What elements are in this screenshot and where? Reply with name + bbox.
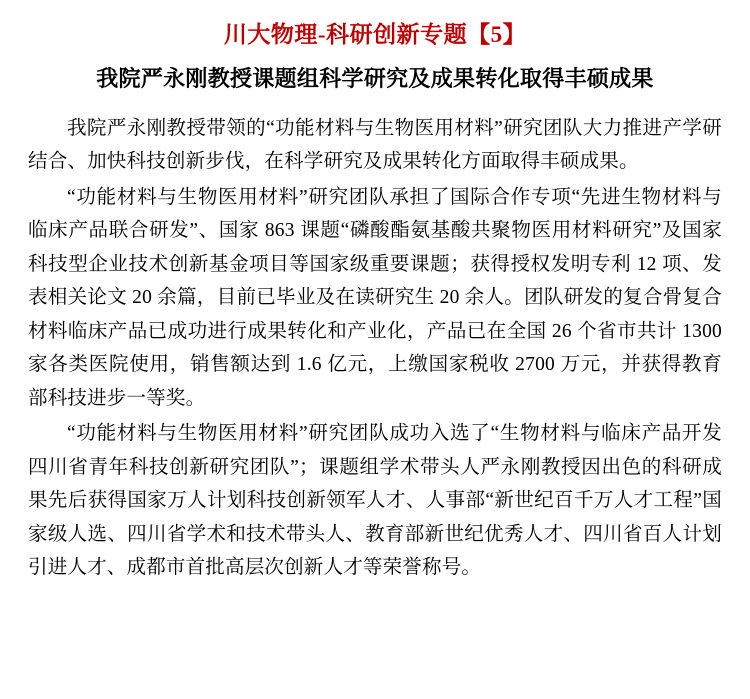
paragraph: “功能材料与生物医用材料”研究团队承担了国际合作专项“先进生物材料与临床产品联合研发”、国家 863 课题“磷酸酯氨基酸共聚物医用材料研究”及国家科技型企业技术创新基金项目等国家级重要课题；获得授权发明专利 12 项、发表相关论文 20 余篇，目前已毕业及在读研究生 20 余人。团队研发的复合骨复合材料临床产品已成功进行成果转化和产业化，产品已在全国 26 个省市共计 1300 家各类医院使用，销售额达到 1.6 亿元，上缴国家税收 2700 万元，并获得教育部科技进步一等奖。 xyxy=(28,186,722,409)
series-title: 川大物理-科研创新专题【5】 xyxy=(223,22,527,47)
article-body xyxy=(28,112,722,585)
paragraph: 我院严永刚教授带领的“功能材料与生物医用材料”研究团队大力推进产学研结合、加快科技创新步伐，在科学研究及成果转化方面取得丰硕成果。 xyxy=(28,117,722,173)
paragraph: “功能材料与生物医用材料”研究团队成功入选了“生物材料与临床产品开发四川省青年科技创新研究团队”；课题组学术带头人严永刚教授因出色的科研成果先后获得国家万人计划科技创新领军人才、人事部“新世纪百千万人才工程”国家级人选、四川省学术和技术带头人、教育部新世纪优秀人才、四川省百人计划引进人才、成都市首批高层次创新人才等荣誉称号。 xyxy=(28,423,722,579)
page-title: 我院严永刚教授课题组科学研究及成果转化取得丰硕成果 xyxy=(96,65,654,91)
